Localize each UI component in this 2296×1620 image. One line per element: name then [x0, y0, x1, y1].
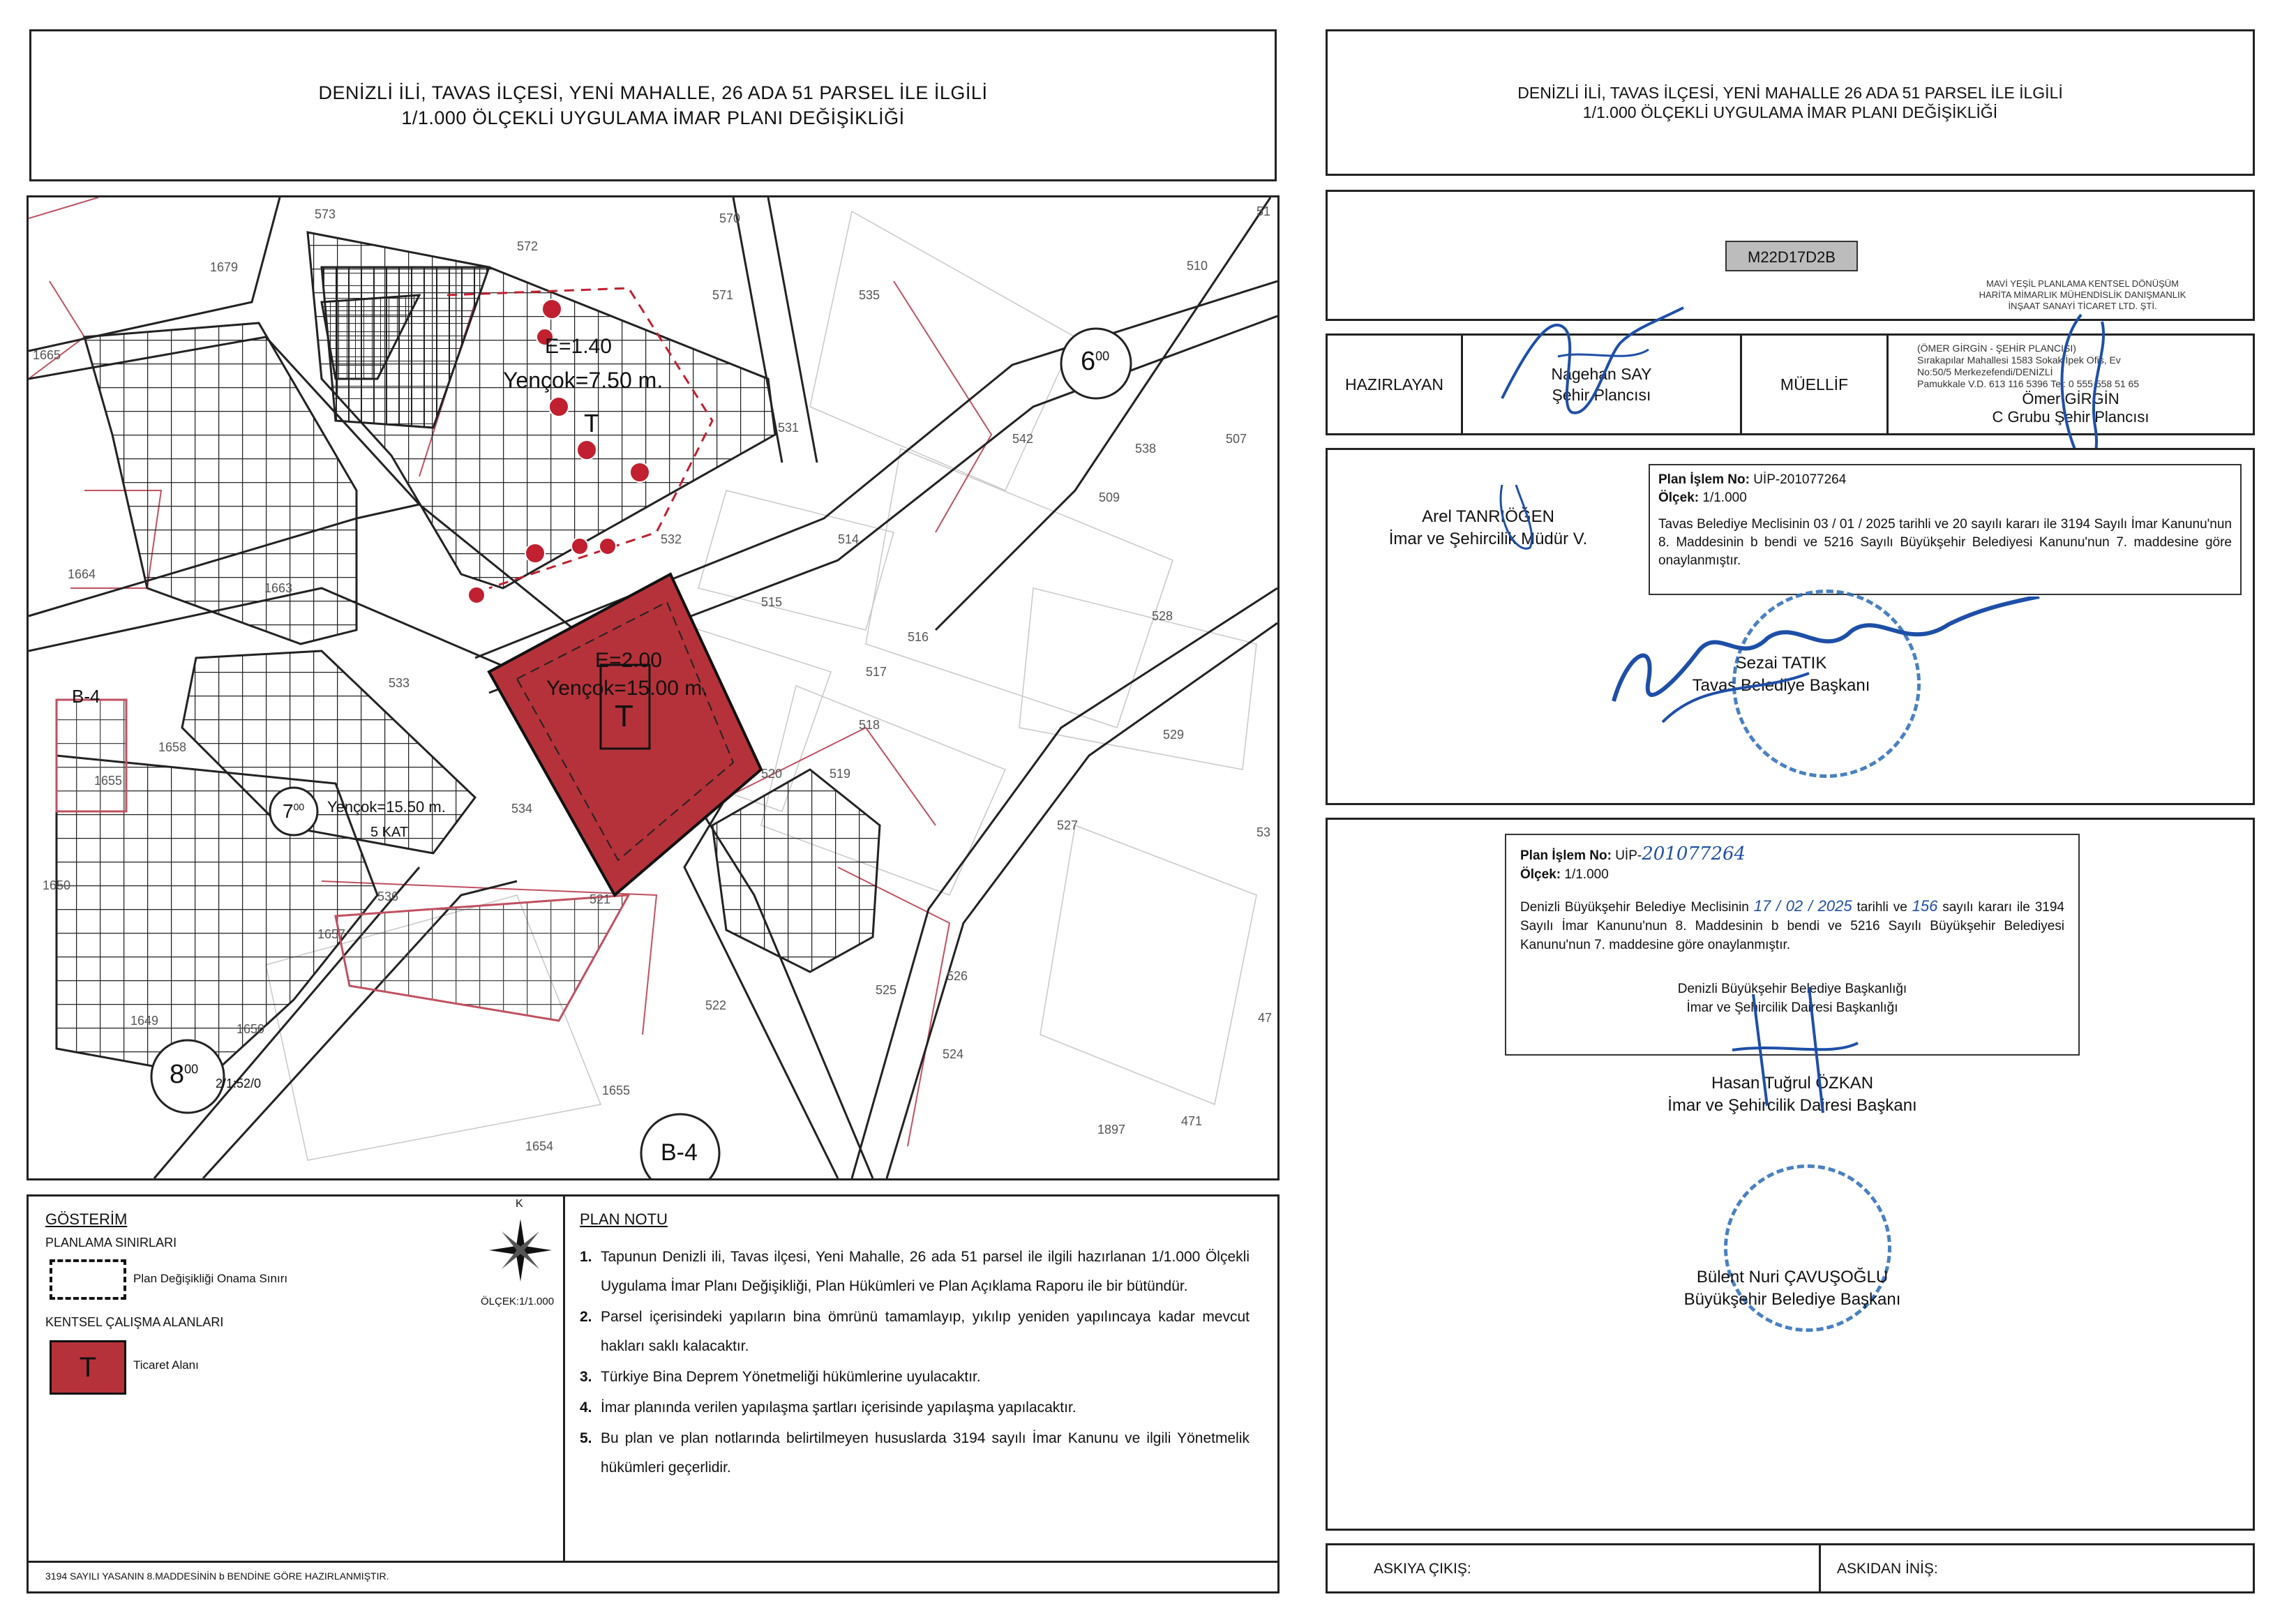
- map-label-y3: Yençok=15.50 m.: [327, 798, 446, 816]
- hazirlayan-title: Şehir Plancısı: [1552, 386, 1651, 404]
- company-stamp: [1915, 278, 2250, 312]
- municipal-decision: Tavas Belediye Meclisinin 03 / 01 / 2025 tarihli ve 20 sayılı kararı ile 3194 Sayılı İmar Kanunu'nun 8. Maddesinin b bendi ve 5216 Sayılı Büyükşehir Belediyesi Kanunu'nun 7. maddesine göre onaylanmıştır.: [1658, 517, 2232, 568]
- legend-item1: Plan Değişikliği Onama Sınırı: [133, 1272, 288, 1285]
- company-stamp-line: (ÖMER GİRGİN - ŞEHİR PLANCISI): [1917, 343, 2076, 354]
- metro-scale: [1520, 865, 2064, 884]
- footer-left-text: 3194 SAYILI YASANIN 8.MADDESİNİN b BENDİNE GÖRE HAZIRLANMIŞTIR.: [45, 1570, 389, 1582]
- parcel-no: 524: [943, 1047, 964, 1061]
- circle-8-label: [170, 1060, 198, 1090]
- parcel-no: 521: [590, 892, 611, 906]
- legend-scale: ÖLÇEK:1/1.000: [481, 1296, 555, 1307]
- plan-note-num: 1.: [580, 1249, 592, 1265]
- legend-section2: KENTSEL ÇALIŞMA ALANLARI: [45, 1315, 224, 1329]
- metro-official2-name: Bülent Nuri ÇAVUŞOĞLU: [1696, 1268, 1889, 1287]
- muellif-title: C Grubu Şehir Plancısı: [1992, 408, 2149, 426]
- plan-note: [580, 1243, 1250, 1301]
- official2-title: Tavas Belediye Başkanı: [1692, 676, 1870, 695]
- parcel-no: 536: [377, 890, 399, 903]
- parcel-no: 1654: [525, 1139, 554, 1153]
- parcel-no: 1665: [33, 348, 61, 362]
- decision-mid: tarihli ve: [1852, 900, 1912, 915]
- decision-date: 17 / 02 / 2025: [1753, 897, 1852, 915]
- circle-8-sup: 00: [184, 1062, 199, 1077]
- left-title-line1: DENİZLİ İLİ, TAVAS İLÇESİ, YENİ MAHALLE, 26 ADA 51 PARSEL İLE İLGİLİ: [318, 82, 988, 103]
- metro-official1-signature: [1725, 980, 1865, 1120]
- parcel-no: 509: [1099, 490, 1120, 504]
- official1-title: İmar ve Şehircilik Müdür V.: [1388, 530, 1588, 548]
- parcel-no: 47: [1258, 1011, 1273, 1025]
- metro-plan-no: [1520, 845, 2064, 865]
- legend-boundary-symbol: [50, 1259, 126, 1300]
- circle-6-label: [1081, 347, 1109, 377]
- muellif-label: MÜELLİF: [1742, 336, 1889, 433]
- footer-divider: [29, 1561, 1277, 1563]
- parcel-no: 517: [866, 665, 887, 679]
- plan-note-text: Bu plan ve plan notlarında belirtilmeyen hususlarda 3194 sayılı İmar Kanunu ve ilgili Yönetmelik hükümleri geçerlidir.: [601, 1430, 1250, 1476]
- right-title-line1: DENİZLİ İLİ, TAVAS İLÇESİ, YENİ MAHALLE 26 ADA 51 PARSEL İLE İLGİLİ: [1517, 84, 2063, 102]
- parcel-no: 535: [859, 288, 880, 302]
- scale-label: Ölçek:: [1658, 490, 1700, 505]
- parcel-no: 522: [705, 998, 727, 1012]
- legend-section1: PLANLAMA SINIRLARI: [45, 1236, 177, 1250]
- parcel-no: 532: [661, 532, 682, 546]
- official1-signature: [1488, 478, 1544, 562]
- plan-note-num: 3.: [580, 1369, 592, 1385]
- tavas-signature: [1600, 597, 2046, 736]
- b4-left-label: B-4: [72, 686, 100, 707]
- parcel-no: 471: [1181, 1114, 1203, 1128]
- parcel-no: 1897: [1097, 1123, 1126, 1137]
- parcel-no: 529: [1163, 728, 1185, 742]
- parcel-no: 538: [1135, 442, 1157, 456]
- parcel-no: 1649: [130, 1014, 159, 1028]
- parcel-no: 1663: [264, 581, 293, 595]
- parcel-no: 527: [1057, 818, 1079, 832]
- circle-8-extra: 2/1:52/0: [216, 1077, 262, 1090]
- plan-no-handwritten: 201077264: [1642, 843, 1746, 864]
- parcel-no: 510: [1187, 259, 1208, 273]
- bottom-divider: [1819, 1545, 1821, 1591]
- parcel-no: 1655: [602, 1083, 631, 1097]
- parcel-no: 542: [1012, 432, 1034, 446]
- plan-note: [580, 1363, 1250, 1392]
- map-label-y1: Yençok=7.50 m.: [503, 368, 663, 393]
- plan-no-label: Plan İşlem No:: [1658, 472, 1750, 487]
- parcel-no: 571: [712, 288, 734, 302]
- parcel-no: 1679: [210, 260, 239, 274]
- metro-official2: [1575, 1266, 2010, 1311]
- hazirlayan-signature: [1488, 301, 1697, 440]
- circle-6-sup: 00: [1095, 349, 1110, 363]
- parcel-no: 528: [1152, 609, 1173, 623]
- map-label-y2: Yençok=15.00 m.: [546, 677, 708, 700]
- company-stamp-line: MAVİ YEŞİL PLANLAMA KENTSEL DÖNÜŞÜM: [1986, 278, 2179, 289]
- municipal-plan-no: [1658, 471, 2232, 489]
- map-label-kat: 5 KAT: [370, 825, 409, 840]
- scale-label: Ölçek:: [1520, 867, 1561, 882]
- code-box-frame: [1326, 190, 2255, 321]
- right-title-line2: 1/1.000 ÖLÇEKLİ UYGULAMA İMAR PLANI DEĞİŞİKLİĞİ: [1582, 103, 1998, 121]
- plan-no-label: Plan İşlem No:: [1520, 848, 1612, 863]
- map-label-t1: T: [584, 409, 599, 437]
- metro-official1-title: İmar ve Şehircilik Dairesi Başkanı: [1667, 1096, 1917, 1115]
- north-letter: K: [516, 1198, 523, 1210]
- map-frame: [27, 195, 1280, 1180]
- metro-official2-title: Büyükşehir Belediye Başkanı: [1683, 1290, 1901, 1309]
- parcel-no: 1664: [68, 567, 96, 581]
- plan-note-text: İmar planında verilen yapılaşma şartları içerisinde yapılaşma yapılacaktır.: [601, 1400, 1076, 1416]
- plan-note-text: Parsel içerisindeki yapıların bina ömrünü tamamlayıp, yıkılıp yeniden yapılıncaya kadar mevcut hakları saklı kalacaktır.: [601, 1309, 1250, 1354]
- decision-pre: Denizli Büyükşehir Belediye Meclisinin: [1520, 900, 1754, 915]
- circle-8-num: 8: [170, 1060, 185, 1089]
- hazirlayan-label: HAZIRLAYAN: [1328, 336, 1463, 433]
- parcel-no: 520: [761, 767, 783, 781]
- north-arrow-icon: [482, 1212, 559, 1289]
- legend-commerce-symbol: [50, 1340, 126, 1395]
- metro-dept1: Denizli Büyükşehir Belediye Başkanlığı: [1677, 982, 1907, 996]
- parcel-no: 1650: [237, 1022, 265, 1036]
- parcel-no: 51: [1256, 204, 1271, 218]
- parcel-no: 572: [517, 239, 539, 253]
- plan-note-num: 2.: [580, 1309, 592, 1325]
- parcel-no: 519: [830, 767, 851, 781]
- plan-note-num: 5.: [580, 1430, 592, 1446]
- plan-no-value: UİP-201077264: [1753, 472, 1847, 487]
- municipal-scale: [1658, 489, 2232, 507]
- company-stamp-line: No:50/5 Merkezefendi/DENİZLİ: [1917, 366, 2053, 377]
- official2-name: Sezai TATIK: [1735, 654, 1827, 673]
- decision-no: 156: [1912, 897, 1938, 915]
- metro-dept2: İmar ve Şehircilik Dairesi Başkanlığı: [1686, 1000, 1898, 1015]
- parcel-no: 1655: [94, 774, 123, 788]
- parcel-no: 531: [778, 421, 800, 435]
- plan-note-num: 4.: [580, 1400, 592, 1416]
- map-label-t2: T: [615, 699, 633, 733]
- plan-note: [580, 1424, 1250, 1483]
- bottom-row: [1326, 1543, 2255, 1593]
- parcel-no: 1650: [43, 878, 71, 892]
- parcel-no: 525: [876, 983, 897, 997]
- parcel-no: 515: [761, 595, 783, 609]
- company-stamp-line: Sırakapılar Mahallesi 1583 Sokak İpek Ofis, Ev: [1917, 354, 2121, 366]
- parcel-no: 573: [315, 207, 336, 221]
- code-box: M22D17D2B: [1725, 241, 1858, 271]
- legend-notes-frame: [27, 1194, 1280, 1593]
- scale-value: 1/1.000: [1702, 490, 1747, 505]
- circle-7-num: 7: [283, 800, 294, 822]
- circle-6-num: 6: [1081, 347, 1096, 376]
- map-label-e2: E=2.00: [595, 649, 662, 672]
- parcel-no: 518: [859, 718, 880, 732]
- north-arrow: [482, 1212, 559, 1289]
- prep-row: [1326, 333, 2255, 435]
- parcel-no: 570: [719, 211, 741, 225]
- left-title-line2: 1/1.000 ÖLÇEKLİ UYGULAMA İMAR PLANI DEĞİŞİKLİĞİ: [401, 107, 905, 128]
- plan-note-text: Tapunun Denizli ili, Tavas ilçesi, Yeni Mahalle, 26 ada 51 parsel ile ilgili hazırlanan 1/1.000 Ölçekli Uygulama İmar Planı Değişikliği, Plan Hükümleri ve Plan Açıklama Raporu ile bir bütündür.: [601, 1249, 1250, 1294]
- parcel-no: 526: [947, 969, 968, 983]
- parcel-no: 507: [1226, 432, 1247, 446]
- parcel-no: 533: [389, 676, 410, 690]
- circle-7-label: [283, 800, 304, 823]
- plan-notes-list: [580, 1243, 1250, 1484]
- parcel-no: 534: [511, 802, 533, 816]
- hazirlayan-name: Nagehan SAY: [1551, 365, 1652, 383]
- circle-7-sup: 00: [293, 801, 305, 813]
- scale-value: 1/1.000: [1564, 867, 1609, 882]
- plan-note-text: Türkiye Bina Deprem Yönetmeliği hükümlerine uyulacaktır.: [601, 1369, 981, 1385]
- parcel-no: 1658: [158, 740, 187, 754]
- company-stamp-line: HARİTA MİMARLIK MÜHENDİSLİK DANIŞMANLIK: [1979, 290, 2186, 300]
- muellif-name: Ömer GİRGİN: [2022, 390, 2119, 407]
- plan-no-prefix: UİP-: [1615, 848, 1642, 863]
- circle-b4-label: B-4: [661, 1139, 698, 1166]
- legend-heading: GÖSTERİM: [45, 1210, 128, 1228]
- left-title-box: [29, 29, 1277, 181]
- plan-notes-heading: PLAN NOTU: [580, 1210, 668, 1228]
- plan-note: [580, 1303, 1250, 1361]
- legend-commerce-letter: T: [79, 1351, 97, 1383]
- parcel-no: 53: [1256, 825, 1271, 839]
- legend-item2: Ticaret Alanı: [133, 1358, 199, 1372]
- metro-box: [1326, 818, 2255, 1531]
- parcel-no: 516: [908, 630, 929, 644]
- metro-decision: [1520, 897, 2064, 954]
- municipal-info: [1649, 464, 2242, 595]
- parcel-no: 1657: [317, 927, 346, 941]
- legend-divider: [563, 1197, 565, 1562]
- plan-note: [580, 1393, 1250, 1423]
- askidan-label: ASKIDAN İNİŞ:: [1837, 1561, 1938, 1577]
- municipal-box: [1326, 448, 2255, 805]
- parcel-no: 514: [838, 532, 860, 546]
- company-stamp-line: İNŞAAT SANAYİ TİCARET LTD. ŞTİ.: [2008, 301, 2157, 311]
- decision-post: sayılı kararı ile 3194 Sayılı İmar Kanunu'nun 8. Maddesinin b bendi ve 5216 Sayılı Büyükşehir Belediyesi Kanunu'nun 7. maddesine göre onaylanmıştır.: [1520, 900, 2064, 952]
- right-title-box: [1326, 29, 2255, 176]
- company-stamp-line: Pamukkale V.D. 613 116 5396 Tel: 0 555 558 51 65: [1917, 378, 2140, 389]
- askiya-label: ASKIYA ÇIKIŞ:: [1374, 1561, 1471, 1577]
- metro-official1-name: Hasan Tuğrul ÖZKAN: [1711, 1074, 1874, 1093]
- map-label-e1: E=1.40: [545, 335, 612, 358]
- official1-name: Arel TANRIÖĞEN: [1422, 507, 1554, 526]
